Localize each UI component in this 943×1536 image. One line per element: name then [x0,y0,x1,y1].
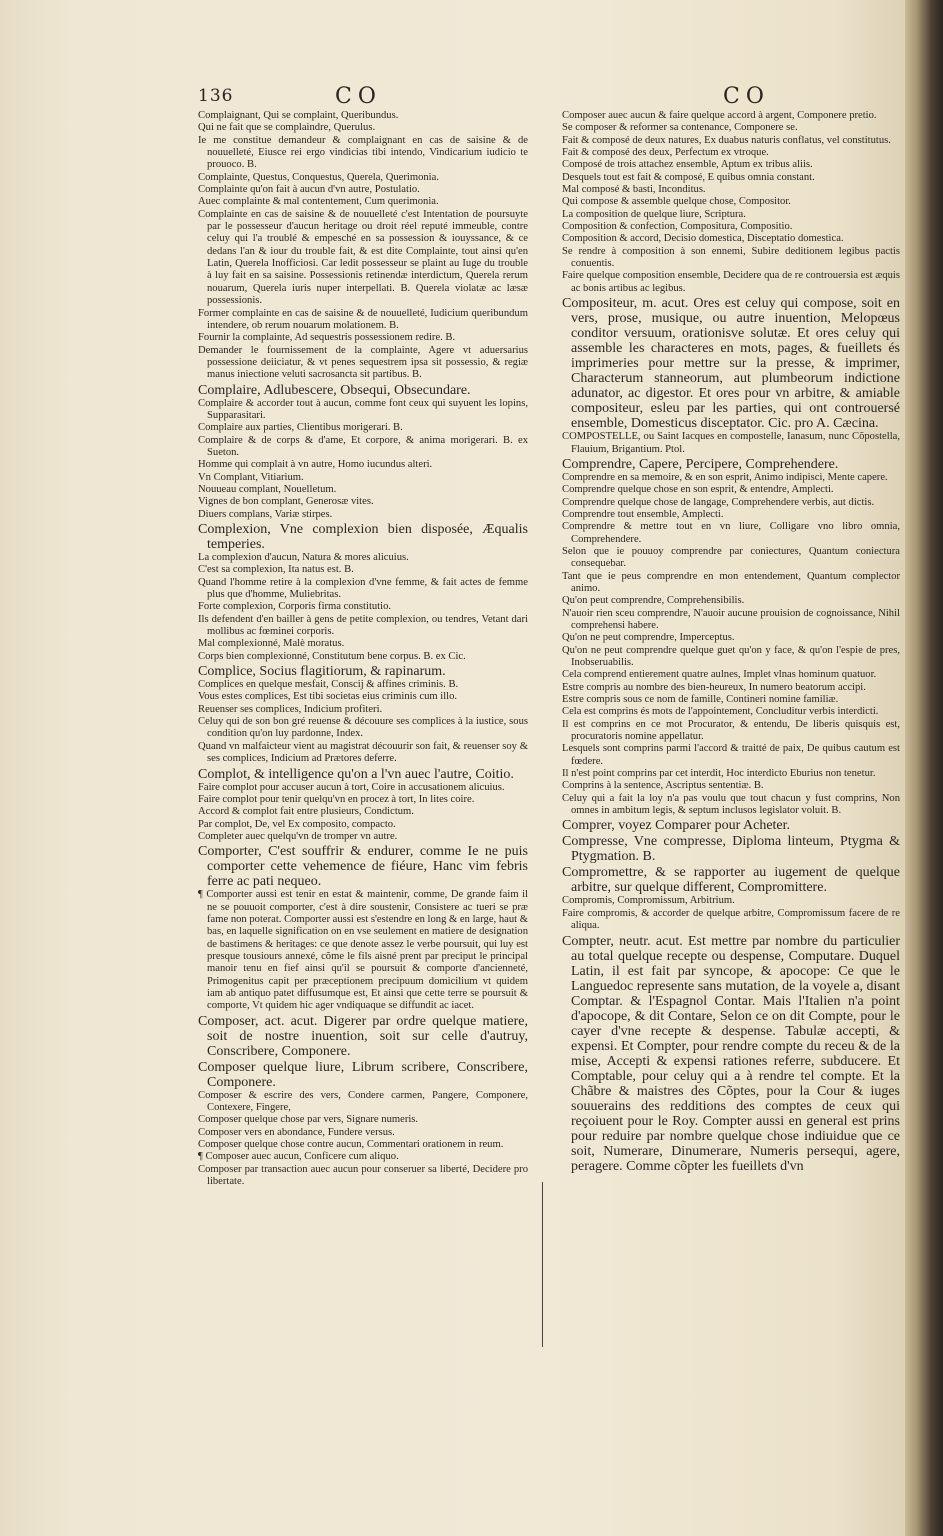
dictionary-entry: Fournir la complainte, Ad sequestris possessionem redire. B. [198,332,456,344]
page-number: 136 [198,86,234,106]
dictionary-entry: Compter, neutr. acut. Est mettre par nombre du particulier au total quelque recepte ou despense, Computare. Duquel Latin, il est fait par syncope, & apocope: Ce que le Languedoc represente sans mutation, de la voyele a, disant Comptar. & l'Espagnol Contar. Mais l'Italien n'a point d'apocope, & dit Contare, Selon ce on dit Compte, pour le cayer d'vne recepte & despense. Tabulæ accepti, & expensi. Et Compter, pour rendre compte du receu & de la mise, Accepti & expensi rationes referre, subducere. Et Comptable, pour celuy qui a à rendre tel compte. Et la Chãbre & maistres des Cõptes, pour la Cour & iuges souuerains des redditions des comptes de ceux qui reçoiuent pour le Roy. Compter aussi en general est prins pour reduire par nombre quelque chose indiuidue que ce soit, Numerare, Dinumerare, Numeris persequi, agere, peragere. Comme cõpter les fueillets d'vn [562,933,900,1174]
dictionary-entry: Accord & complot fait entre plusieurs, Condictum. [198,806,414,818]
dictionary-entry: Homme qui complait à vn autre, Homo iucundus alteri. [198,459,433,471]
page-edge [905,0,943,1536]
dictionary-entry: N'auoir rien sceu comprendre, N'auoir aucune prouision de cognoissance, Nihil comprehensi habere. [562,607,900,631]
running-head-right: CO [723,84,770,109]
dictionary-entry: Fait & composé de deux natures, Ex duabus naturis conflatus, vel constitutus. [562,134,891,146]
dictionary-entry: Complaire & accorder tout à aucun, comme font ceux qui suyuent les lopins, Supparasitari. [198,397,528,421]
dictionary-entry: Comprins à la sentence, Ascriptus sententiæ. B. [562,780,764,792]
dictionary-entry: Faire compromis, & accorder de quelque arbitre, Compromissum facere de re aliqua. [562,907,900,932]
dictionary-entry: Desquels tout est fait & composé, E quibus omnia constant. [562,171,815,183]
dictionary-entry: Faire complot pour accuser aucun à tort, Coire in accusationem alicuius. [198,781,505,793]
dictionary-entry: Celuy qui a fait la loy n'a pas voulu que tout chacun y fust comprins, Non omnes in ambitum legis, & septum inclusos legislator voluit. B. [562,792,900,817]
dictionary-entry: Estre compris sous ce nom de famille, Contineri nomine familiæ. [562,694,839,706]
dictionary-entry: Comporter, C'est souffrir & endurer, comme Ie ne puis comporter cette vehemence de fiéure, Hanc vim febris ferre ac pati nequeo. [198,844,528,890]
dictionary-entry: Nouueau complant, Nouelletum. [198,483,337,495]
dictionary-entry: Comprendre en sa memoire, & en son esprit, Animo indipisci, Mente capere. [562,471,888,483]
dictionary-entry: Tant que ie peus comprendre en mon entendement, Quantum complector animo. [562,570,900,594]
dictionary-entry: Comprer, voyez Comparer pour Acheter. [562,818,791,834]
dictionary-entry: Compresse, Vne compresse, Diploma linteum, Ptygma & Ptygmation. B. [562,834,900,865]
dictionary-entry: Diuers complans, Variæ stirpes. [198,508,333,520]
dictionary-entry: Complaignant, Qui se complaint, Queribundus. [198,110,399,121]
dictionary-entry: Faire complot pour tenir quelqu'vn en procez à tort, In lites coire. [198,793,475,805]
dictionary-entry: Complot, & intelligence qu'on a l'vn auec l'autre, Coitio. [198,766,514,782]
dictionary-entry: Cela est comprins és mots de l'appointement, Concluditur verbis interdicti. [562,706,879,718]
dictionary-entry: Qui ne fait que se complaindre, Querulus. [198,122,376,134]
dictionary-entry: Complexion, Vne complexion bien disposée, Æqualis temperies. [198,522,528,552]
dictionary-entry: Comprendre & mettre tout en vn liure, Colligare vno libro omnia, Comprehendere. [562,521,900,545]
dictionary-entry: Auec complainte & mal contentement, Cum querimonia. [198,196,439,208]
dictionary-entry: Composer quelque chose par vers, Signare numeris. [198,1114,419,1126]
dictionary-entry: Qu'on peut comprendre, Comprehensibilis. [562,595,745,607]
dictionary-entry: Mal composé & basti, Inconditus. [562,184,706,196]
dictionary-entry: Il est comprins en ce mot Procurator, & entendu, De liberis quisquis est, procuratoris nomine appellatur. [562,718,900,743]
dictionary-entry: Lesquels sont comprins parmi l'accord & traitté de paix, De quibus cautum est fœdere. [562,743,900,767]
dictionary-entry: Complaire aux parties, Clientibus morigerari. B. [198,422,403,434]
dictionary-entry: Composer par transaction auec aucun pour conseruer sa liberté, Decidere pro libertate. [198,1163,528,1188]
dictionary-entry: Il n'est point comprins par cet interdit, Hoc interdicto Eburius non tenetur. [562,768,876,780]
dictionary-entry: Corps bien complexionné, Constitutum bene corpus. B. ex Cic. [198,650,466,662]
dictionary-entry: Vn Complant, Vitiarium. [198,471,304,483]
dictionary-entry: Complainte qu'on fait à aucun d'vn autre, Postulatio. [198,184,420,196]
dictionary-entry: Qu'on ne peut comprendre quelque guet qu'on y face, & qu'on l'espie de pres, Inobseruabilis. [562,644,900,668]
dictionary-entry: Cela comprend entierement quatre aulnes, Implet vlnas hominum quatuor. [562,669,877,681]
dictionary-entry: La composition de quelque liure, Scriptura. [562,208,746,220]
dictionary-entry: ¶ Composer auec aucun, Conficere cum aliquo. [198,1151,399,1163]
dictionary-entry: Vous estes complices, Est tibi societas eius criminis cum illo. [198,691,458,703]
dictionary-entry: Former complainte en cas de saisine & de nouuelleté, Iudicium queribundum intendere, ob rerum nouarum molationem. B. [198,307,528,331]
dictionary-entry: Par complot, De, vel Ex composito, compacto. [198,818,396,830]
dictionary-entry: Complaire & de corps & d'ame, Et corpore, & anima morigerari. B. ex Sueton. [198,434,528,458]
dictionary-entry: Composer auec aucun & faire quelque accord à argent, Componere pretio. [562,110,877,121]
dictionary-entry: Qu'on ne peut comprendre, Imperceptus. [562,632,735,644]
column-rule [542,1182,543,1347]
dictionary-entry: Compromettre, & se rapporter au iugement de quelque arbitre, sur quelque different, Compromittere. [562,865,900,896]
dictionary-entry: Comprendre, Capere, Percipere, Comprehendere. [562,456,839,472]
dictionary-entry: Composer, act. acut. Digerer par ordre quelque matiere, soit de nostre inuention, soit sur celle d'autruy, Conscribere, Componere. [198,1013,528,1059]
left-column [198,110,528,1188]
dictionary-entry: Forte complexion, Corporis firma constitutio. [198,601,392,613]
dictionary-entry: Comprendre tout ensemble, Amplecti. [562,508,724,520]
dictionary-entry: Vignes de bon complant, Generosæ vites. [198,496,374,508]
dictionary-entry: Composer quelque liure, Librum scribere, Conscribere, Componere. [198,1059,528,1090]
dictionary-entry: Reuenser ses complices, Indicium profiteri. [198,703,383,715]
dictionary-entry: Comprendre quelque chose en son esprit, & entendre, Amplecti. [562,484,834,496]
dictionary-entry: Mal complexionné, Malè moratus. [198,638,345,650]
dictionary-entry: ¶ Comporter aussi est tenir en estat & maintenir, comme, De grande faim il ne se pouuoit comporter, c'est à dire soustenir, Consistere ac tueri se præ fame non poterat. Comporter aussi est s'estendre en long & en large, haut & bas, en laquelle signification on en vse seulement en matiere de designation de bastimens & heritages: ce que denote assez le verbe poursuit, qui luy est presque tousiours annexé, cõme le fils aisné prent par preciput le principal manoir tenu en fief ainsi qu'il se poursuit & comporte d'ancienneté, Primogenitus capit per præceptionem precipuum domicilium vt quidem iam ab antiquo patet diffusumque est, Et ainsi que cette terre se poursuit & comporte, Vt quidem hic ager vndiquaque se diffundit ac iacet. [198,889,528,1012]
dictionary-entry: Ie me constitue demandeur & complaignant en cas de saisine & de nouuelleté, Eiusce rei ergo vindicias tibi intendo, Vindicarium iudicio te prouoco. B. [198,134,528,171]
dictionary-entry: COMPOSTELLE, ou Saint Iacques en compostelle, Ianasum, nunc Cõpostella, Flauium, Brigantium. Ptol. [562,431,900,455]
dictionary-entry: Composition & accord, Decisio domestica, Disceptatio domestica. [562,233,844,245]
dictionary-entry: Complices en quelque mesfait, Conscij & affines criminis. B. [198,679,459,691]
dictionary-entry: Composer & escrire des vers, Condere carmen, Pangere, Componere, Contexere, Fingere, [198,1089,528,1113]
right-column [562,110,900,1174]
dictionary-entry: Composer quelque chose contre aucun, Commentari orationem in reum. [198,1139,504,1151]
dictionary-entry: Composer vers en abondance, Fundere versus. [198,1126,395,1138]
dictionary-entry: Comprendre quelque chose de langage, Comprehendere verbis, aut dictis. [562,496,875,508]
dictionary-entry: Quand vn malfaicteur vient au magistrat découurir son fait, & reuenser soy & ses complices, Indicium ad Prætores deferre. [198,740,528,765]
dictionary-entry: Faire quelque composition ensemble, Decidere qua de re controuersia est æquis ac bonis artibus ac legibus. [562,270,900,294]
dictionary-entry: Fait & composé des deux, Perfectum ex vtroque. [562,147,769,159]
dictionary-entry: Composition & confection, Compositura, Compositio. [562,221,793,233]
dictionary-entry: Ils defendent d'en bailler à gens de petite complexion, ou tendres, Vetant dari mollibus ac fœminei corporis. [198,613,528,638]
dictionary-entry: Se composer & reformer sa contenance, Componere se. [562,122,798,134]
dictionary-entry: C'est sa complexion, Ita natus est. B. [198,564,354,576]
dictionary-entry: La complexion d'aucun, Natura & mores alicuius. [198,552,409,563]
dictionary-entry: Compositeur, m. acut. Ores est celuy qui compose, soit en vers, prose, musique, ou autre inuention, Melopœus conditor versuum, orationisve solutæ. Et ores celuy qui assemble les characteres en mots, pages, & fueillets és imprimeries pour mettre sur la presse, & imprimer, Characterum stanneorum, aut plumbeorum indictione adunator, ac digestor. Et ores pour vn arbitre, & amiable compositeur, esleu par les parties, qui ont controuersé ensemble, Domesticus disceptator. Cic. pro A. Cæcina. [562,296,900,432]
dictionary-entry: Estre compris au nombre des bien-heureux, In numero beatorum accipi. [562,681,866,693]
dictionary-entry: Quand l'homme retire à la complexion d'vne femme, & fait actes de femme plus que d'homme, Muliebritas. [198,576,528,601]
dictionary-entry: Complaire, Adlubescere, Obsequi, Obsecundare. [198,382,471,398]
dictionary-entry: Complainte, Questus, Conquestus, Querela, Querimonia. [198,171,439,183]
dictionary-entry: Complice, Socius flagitiorum, & rapinarum. [198,664,446,680]
dictionary-entry: Complainte en cas de saisine & de nouuelleté c'est Intentation de poursuyte par le possesseur d'aucun heritage ou droit réel reputé immeuble, contre celuy qui l'a troublé & empesché en sa possession & iouyssance, & ce dedans l'an & iour du trouble fait, & est dite Complainte, tout ainsi qu'en Latin, Querela Inofficiosi. Car ledit possesseur se plaint au Iuge du trouble à luy fait en sa saisine. Possessionis retinendæ interdictum, Querela rerum nouarum, Querela iuris nuper interpellati. B. Querela violatæ ac læsæ possessionis. [198,208,528,307]
dictionary-entry: Completer auec quelqu'vn de tromper vn autre. [198,830,398,842]
dictionary-entry: Celuy qui de son bon gré reuense & découure ses complices à la iustice, sous condition qu'on luy pardonne, Index. [198,716,528,740]
dictionary-entry: Selon que ie pouuoy comprendre par coniectures, Quantum coniectura consequebar. [562,545,900,570]
running-head-left: CO [335,84,382,109]
dictionary-entry: Compromis, Compromissum, Arbitrium. [562,895,735,907]
dictionary-entry: Qui compose & assemble quelque chose, Compositor. [562,196,791,208]
dictionary-entry: Se rendre à composition à son ennemi, Subire deditionem legibus pactis conuentis. [562,245,900,270]
dictionary-entry: Demander le fournissement de la complainte, Agere vt aduersarius possessione deiiciatur, & vt penes sequestrem ipsa sit possessio, & regiæ manus iniectione veluti sacrosancta sit partibus. B. [198,344,528,381]
dictionary-entry: Composé de trois attachez ensemble, Aptum ex tribus aliis. [562,159,813,171]
